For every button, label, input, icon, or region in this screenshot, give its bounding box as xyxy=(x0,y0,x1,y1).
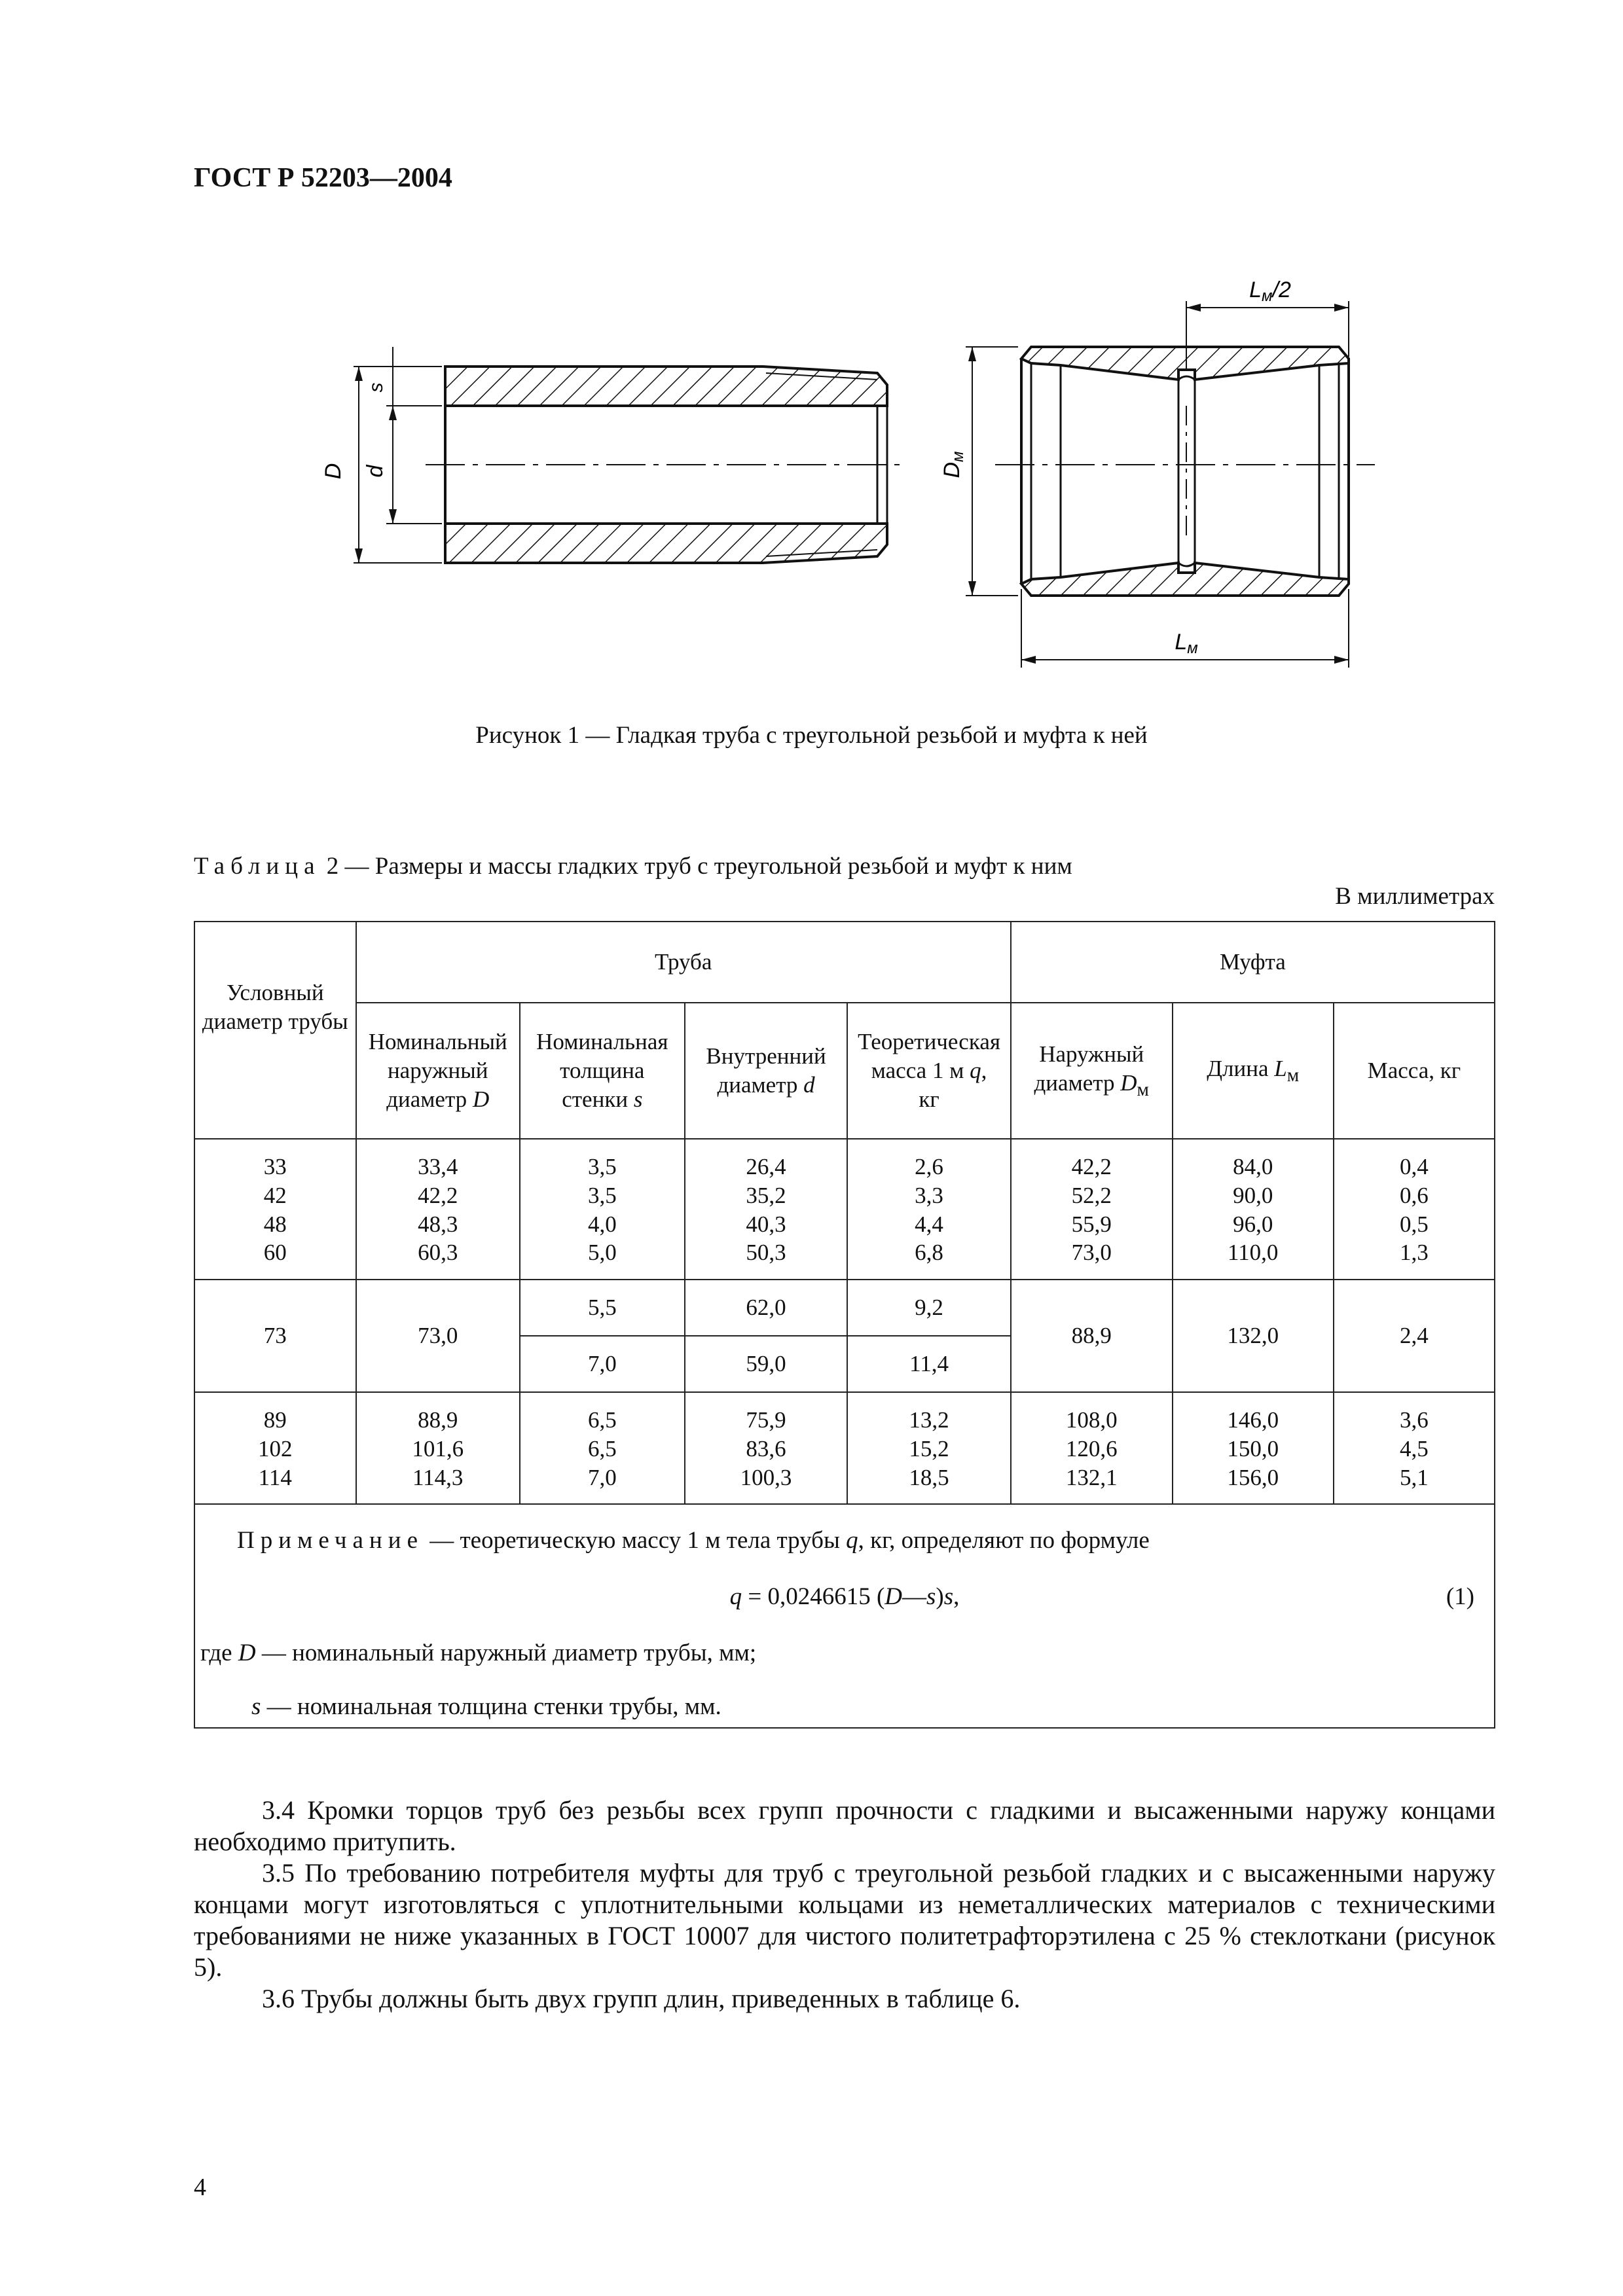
cell-d: 59,0 xyxy=(685,1336,848,1392)
cell-q: 9,2 xyxy=(847,1280,1010,1336)
paragraph-3-5: 3.5 По требованию потребителя муфты для труб с треугольной резьбой гладких и с высаженными наружу концами могут изготовляться с уплотнительными кольцами из неметаллических материалов с техническими требованиями не ниже указанных в ГОСТ 10007 для чистого политетрафторэтилена с 25 % стеклоткани (рисунок 5). xyxy=(194,1858,1495,1982)
table-header-row-2 xyxy=(194,1003,1495,1139)
table-note-row xyxy=(194,1504,1495,1728)
figure-pipe-and-coupling xyxy=(314,275,1427,694)
cell-Lm: 132,0 xyxy=(1173,1280,1334,1392)
cell-mass: 2,4 xyxy=(1334,1280,1495,1392)
col-header-coupling-mass: Масса, кг xyxy=(1334,1003,1495,1139)
col-header-coupling-length: Длина $L_м$ xyxy=(1173,1003,1334,1139)
label-D: D xyxy=(321,463,346,480)
cell-Dm: 108,0 120,6 132,1 xyxy=(1011,1392,1173,1504)
formula-number: (1) xyxy=(1446,1583,1474,1611)
table-title-text: 2 — Размеры и массы гладких труб с треугольной резьбой и муфт к ним xyxy=(320,853,1072,880)
col-group-coupling: Муфта xyxy=(1011,922,1495,1003)
table-units: В миллиметрах xyxy=(1335,883,1495,910)
note-where-s: s — номинальная толщина стенки трубы, мм. xyxy=(251,1693,721,1721)
figure-caption: Рисунок 1 — Гладкая труба с треугольной резьбой и муфта к ней xyxy=(475,722,1148,749)
note-intro: Примечание — теоретическую массу 1 м тела трубы q, кг, определяют по формуле xyxy=(237,1527,1150,1554)
col-header-coupling-outer: Наружный диаметр $D_м$ xyxy=(1011,1003,1173,1139)
cell-s: 6,5 6,5 7,0 xyxy=(520,1392,685,1504)
cell-s: 3,5 3,5 4,0 5,0 xyxy=(520,1139,685,1280)
col-header-inner: Внутренний диаметр d xyxy=(685,1003,848,1139)
label-d: d xyxy=(363,465,388,478)
paragraph-3-6: 3.6 Трубы должны быть двух групп длин, приведенных в таблице 6. xyxy=(262,1984,1021,2013)
dimensions-table xyxy=(194,921,1495,1729)
table-row-73-a xyxy=(194,1280,1495,1336)
cell-d: 75,9 83,6 100,3 xyxy=(685,1392,848,1504)
coupling-drawing xyxy=(966,301,1375,668)
label-Lm: Lм xyxy=(1175,630,1198,657)
cell-cond: 33 42 48 60 xyxy=(194,1139,356,1280)
cell-D: 33,4 42,2 48,3 60,3 xyxy=(356,1139,520,1280)
cell-Lm: 146,0 150,0 156,0 xyxy=(1173,1392,1334,1504)
cell-Dm: 42,2 52,2 55,9 73,0 xyxy=(1011,1139,1173,1280)
cell-q: 13,2 15,2 18,5 xyxy=(847,1392,1010,1504)
cell-cond: 73 xyxy=(194,1280,356,1392)
paragraph-3-4: 3.4 Кромки торцов труб без резьбы всех групп прочности с гладкими и высаженными наружу концами необходимо притупить. xyxy=(194,1795,1495,1856)
label-Lm-half: Lм/2 xyxy=(1249,278,1291,305)
table-note xyxy=(194,1504,1495,1728)
table-row-group-3 xyxy=(194,1392,1495,1504)
col-header-cond-diam: Условный диаметр трубы xyxy=(194,922,356,1139)
page-number: 4 xyxy=(194,2174,206,2201)
cell-Lm: 84,0 90,0 96,0 110,0 xyxy=(1173,1139,1334,1280)
table-title-prefix: Таблица xyxy=(194,853,321,880)
col-header-mass: Теоретическая масса 1 м q, кг xyxy=(847,1003,1010,1139)
document-standard-header: ГОСТ Р 52203—2004 xyxy=(194,163,452,193)
col-group-pipe: Труба xyxy=(356,922,1011,1003)
cell-Dm: 88,9 xyxy=(1011,1280,1173,1392)
cell-D: 73,0 xyxy=(356,1280,520,1392)
table-title xyxy=(194,852,1072,880)
table-header-row-1 xyxy=(194,922,1495,1003)
cell-mass: 3,6 4,5 5,1 xyxy=(1334,1392,1495,1504)
col-header-wall: Номинальная толщина стенки s xyxy=(520,1003,685,1139)
label-s: s xyxy=(365,382,387,393)
note-where-D: где D — номинальный наружный диаметр трубы, мм; xyxy=(200,1640,757,1667)
label-Dm: Dм xyxy=(939,451,967,478)
cell-cond: 89 102 114 xyxy=(194,1392,356,1504)
cell-mass: 0,4 0,6 0,5 1,3 xyxy=(1334,1139,1495,1280)
cell-D: 88,9 101,6 114,3 xyxy=(356,1392,520,1504)
col-header-nominal-outer: Номинальный наружный диаметр D xyxy=(356,1003,520,1139)
pipe-drawing xyxy=(354,347,903,563)
cell-s: 7,0 xyxy=(520,1336,685,1392)
cell-d: 26,4 35,2 40,3 50,3 xyxy=(685,1139,848,1280)
cell-q: 11,4 xyxy=(847,1336,1010,1392)
cell-q: 2,6 3,3 4,4 6,8 xyxy=(847,1139,1010,1280)
cell-d: 62,0 xyxy=(685,1280,848,1336)
mass-formula: q = 0,0246615 (D—s)s, xyxy=(729,1583,960,1611)
table-row-group-1 xyxy=(194,1139,1495,1280)
cell-s: 5,5 xyxy=(520,1280,685,1336)
